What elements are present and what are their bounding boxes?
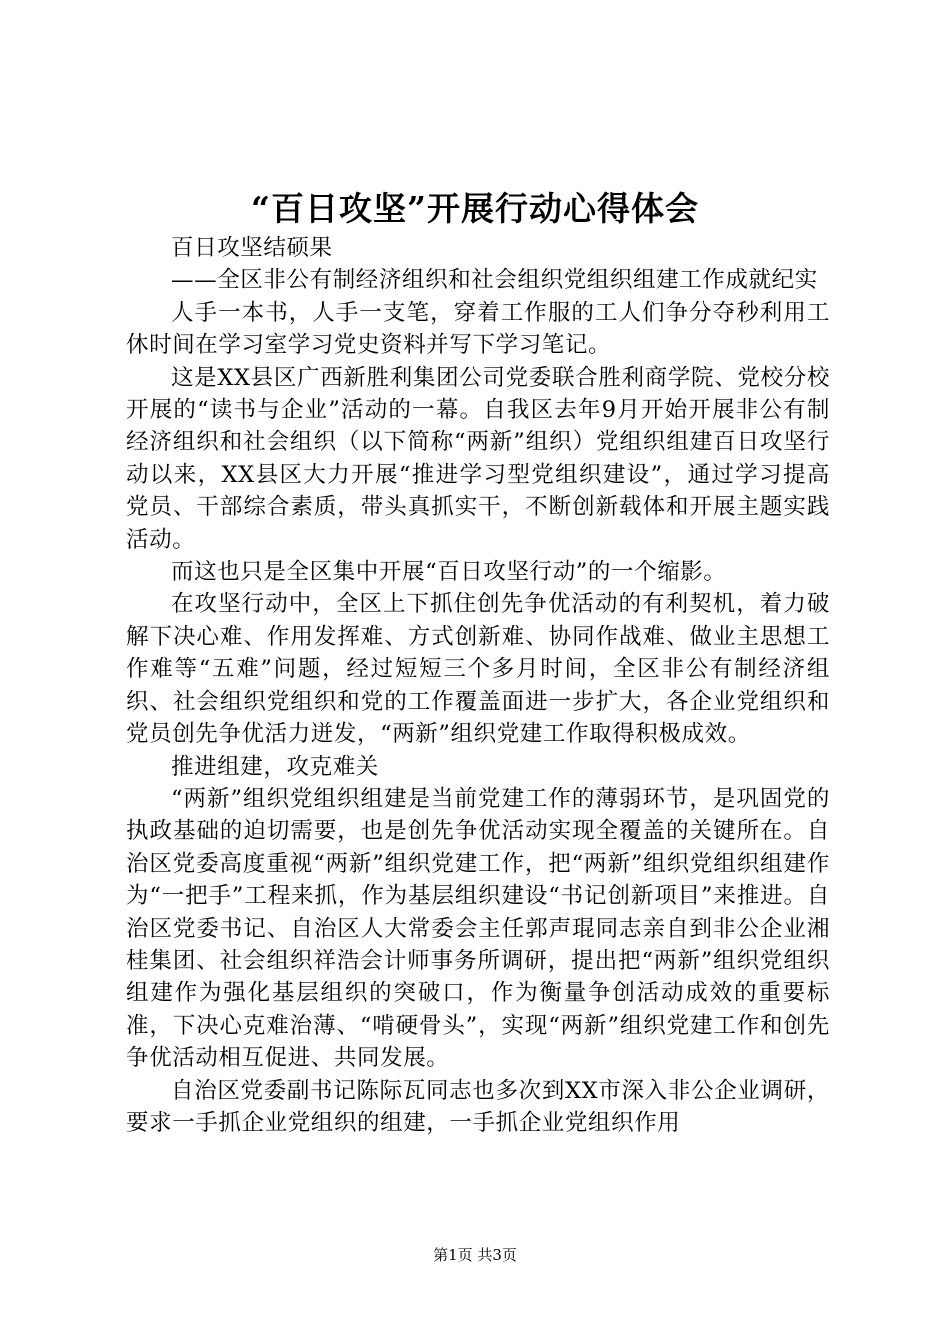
paragraph-subtitle-note: ——全区非公有制经济组织和社会组织党组织组建工作成就纪实 (171, 267, 818, 294)
paragraph: 而这也只是全区集中开展“百日攻坚行动”的一个缩影。 (171, 559, 727, 586)
paragraph: 人手一本书，人手一支笔，穿着工作服的工人们争分夺秒利用工休时间在学习室学习党史资料并写下学习笔记。 (126, 299, 830, 359)
document-title: “百日攻坚”开展行动心得体会 (251, 189, 699, 228)
section-heading: 推进组建，攻克难关 (171, 753, 379, 780)
page-footer: 第1页 共3页 (433, 1246, 517, 1264)
document-body (126, 232, 830, 1139)
paragraph: 这是XX县区广西新胜利集团公司党委联合胜利商学院、党校分校开展的“读书与企业”活动的一幕。自我区去年9月开始开展非公有制经济组织和社会组织（以下简称“两新”组织）党组织组建百日攻坚行动以来，XX县区大力开展“推进学习型党组织建设”，通过学习提高党员、干部综合素质，带头真抓实干，不断创新载体和开展主题实践活动。 (126, 364, 830, 553)
paragraph: “两新”组织党组织组建是当前党建工作的薄弱环节，是巩固党的执政基础的迫切需要，也是创先争优活动实现全覆盖的关键所在。自治区党委高度重视“两新”组织党建工作，把“两新”组织党组织组建作为“一把手”工程来抓，作为基层组织建设“书记创新项目”来推进。自治区党委书记、自治区人大常委会主任郭声琨同志亲自到非公企业湘桂集团、社会组织祥浩会计师事务所调研，提出把“两新”组织党组织组建作为强化基层组织的突破口，作为衡量争创活动成效的重要标准，下决心克难治薄、“啃硬骨头”，实现“两新”组织党建工作和创先争优活动相互促进、共同发展。 (126, 785, 830, 1072)
paragraph-subtitle: 百日攻坚结硕果 (171, 235, 333, 261)
paragraph: 在攻坚行动中，全区上下抓住创先争优活动的有利契机，着力破解下决心难、作用发挥难、方式创新难、协同作战难、做业主思想工作难等“五难”问题，经过短短三个多月时间，全区非公有制经济组织、社会组织党组织和党的工作覆盖面进一步扩大，各企业党组织和党员创先争优活力迸发，“两新”组织党建工作取得积极成效。 (126, 591, 830, 748)
paragraph: 自治区党委副书记陈际瓦同志也多次到XX市深入非公企业调研，要求一手抓企业党组织的组建，一手抓企业党组织作用 (126, 1077, 830, 1136)
